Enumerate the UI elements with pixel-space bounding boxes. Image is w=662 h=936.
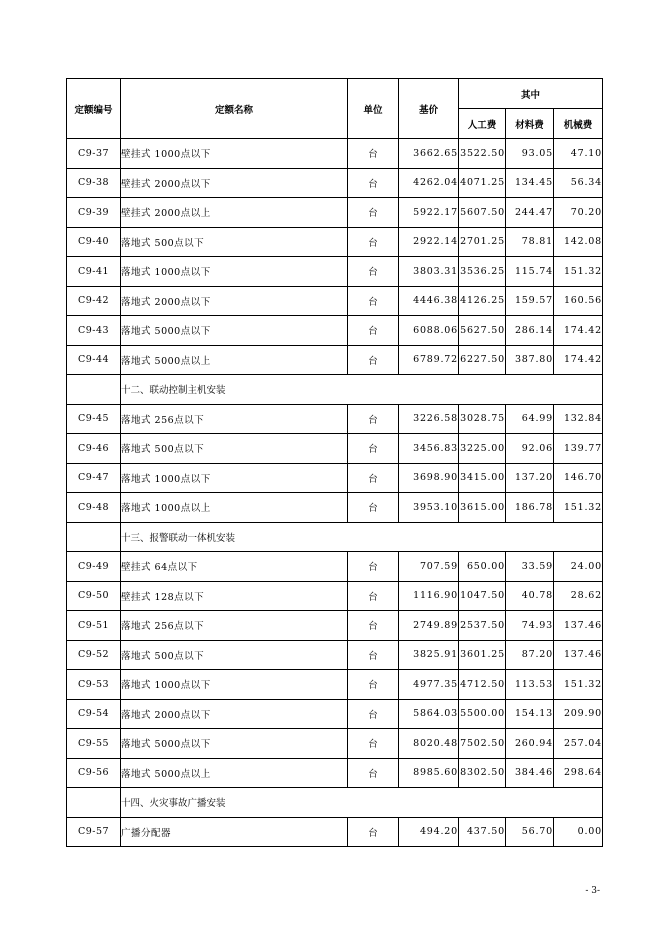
material-cost-cell: 40.78 [506,581,554,611]
quota-code-cell: C9-39 [67,198,121,228]
table-row [67,817,603,847]
quota-name-cell: 落地式 256点以下 [121,611,348,641]
labor-cost-cell: 650.00 [459,552,506,582]
quota-code-cell: C9-41 [67,257,121,287]
table-row [67,729,603,759]
base-price-cell: 707.59 [399,552,459,582]
material-cost-cell: 154.13 [506,699,554,729]
quota-code-cell: C9-38 [67,168,121,198]
quota-code-cell: C9-40 [67,227,121,257]
quota-name-cell: 壁挂式 128点以下 [121,581,348,611]
machine-cost-cell: 151.32 [554,493,603,523]
material-cost-cell: 387.80 [506,345,554,375]
header-machine: 机械费 [554,109,603,139]
labor-cost-cell: 3615.00 [459,493,506,523]
machine-cost-cell: 0.00 [554,817,603,847]
page-number: - 3- [585,886,600,896]
table-row [67,227,603,257]
quota-name-cell: 落地式 5000点以下 [121,729,348,759]
labor-cost-cell: 437.50 [459,817,506,847]
table-row [67,168,603,198]
machine-cost-cell: 174.42 [554,316,603,346]
quota-code-cell: C9-42 [67,286,121,316]
quota-code-cell: C9-52 [67,640,121,670]
unit-cell: 台 [348,611,399,641]
material-cost-cell: 115.74 [506,257,554,287]
unit-cell: 台 [348,316,399,346]
quota-name-cell: 落地式 500点以下 [121,640,348,670]
unit-cell: 台 [348,493,399,523]
machine-cost-cell: 142.08 [554,227,603,257]
unit-cell: 台 [348,640,399,670]
unit-cell: 台 [348,581,399,611]
base-price-cell: 3226.58 [399,404,459,434]
labor-cost-cell: 5627.50 [459,316,506,346]
quota-code-cell: C9-49 [67,552,121,582]
unit-cell: 台 [348,758,399,788]
labor-cost-cell: 3415.00 [459,463,506,493]
unit-cell: 台 [348,404,399,434]
quota-name-cell: 落地式 5000点以上 [121,758,348,788]
table-row [67,640,603,670]
table-row [67,463,603,493]
quota-name-cell: 落地式 1000点以下 [121,257,348,287]
table-row [67,493,603,523]
table-body [67,139,603,847]
base-price-cell: 8985.60 [399,758,459,788]
material-cost-cell: 56.70 [506,817,554,847]
labor-cost-cell: 4126.25 [459,286,506,316]
quota-code-cell: C9-50 [67,581,121,611]
machine-cost-cell: 139.77 [554,434,603,464]
base-price-cell: 6088.06 [399,316,459,346]
quota-name-cell: 落地式 2000点以下 [121,699,348,729]
base-price-cell: 4262.04 [399,168,459,198]
labor-cost-cell: 3601.25 [459,640,506,670]
machine-cost-cell: 257.04 [554,729,603,759]
base-price-cell: 1116.90 [399,581,459,611]
quota-name-cell: 落地式 500点以下 [121,227,348,257]
base-price-cell: 4446.38 [399,286,459,316]
table-row [67,552,603,582]
material-cost-cell: 113.53 [506,670,554,700]
base-price-cell: 4977.35 [399,670,459,700]
labor-cost-cell: 2537.50 [459,611,506,641]
labor-cost-cell: 5500.00 [459,699,506,729]
unit-cell: 台 [348,345,399,375]
material-cost-cell: 137.20 [506,463,554,493]
machine-cost-cell: 137.46 [554,640,603,670]
machine-cost-cell: 160.56 [554,286,603,316]
quota-code-cell: C9-43 [67,316,121,346]
quota-name-cell: 落地式 5000点以下 [121,316,348,346]
machine-cost-cell: 146.70 [554,463,603,493]
quota-code-cell: C9-37 [67,139,121,169]
unit-cell: 台 [348,463,399,493]
table-row [67,345,603,375]
material-cost-cell: 159.57 [506,286,554,316]
material-cost-cell: 134.45 [506,168,554,198]
machine-cost-cell: 298.64 [554,758,603,788]
header-labor: 人工费 [459,109,506,139]
section-code-cell [67,375,121,405]
material-cost-cell: 93.05 [506,139,554,169]
quota-code-cell: C9-56 [67,758,121,788]
material-cost-cell: 244.47 [506,198,554,228]
quota-name-cell: 壁挂式 1000点以下 [121,139,348,169]
base-price-cell: 2922.14 [399,227,459,257]
header-unit: 单位 [348,79,399,139]
table-row [67,286,603,316]
table-header [67,79,603,139]
quota-name-cell: 壁挂式 2000点以下 [121,168,348,198]
base-price-cell: 3953.10 [399,493,459,523]
labor-cost-cell: 3522.50 [459,139,506,169]
material-cost-cell: 33.59 [506,552,554,582]
unit-cell: 台 [348,817,399,847]
base-price-cell: 5864.03 [399,699,459,729]
quota-code-cell: C9-53 [67,670,121,700]
section-title: 十四、火灾事故广播安装 [121,788,603,818]
quota-table [66,78,603,847]
base-price-cell: 3662.65 [399,139,459,169]
machine-cost-cell: 47.10 [554,139,603,169]
quota-code-cell: C9-57 [67,817,121,847]
unit-cell: 台 [348,227,399,257]
machine-cost-cell: 151.32 [554,670,603,700]
section-title: 十二、联动控制主机安装 [121,375,603,405]
machine-cost-cell: 137.46 [554,611,603,641]
table-row [67,316,603,346]
quota-code-cell: C9-47 [67,463,121,493]
base-price-cell: 3698.90 [399,463,459,493]
table-row [67,434,603,464]
unit-cell: 台 [348,198,399,228]
labor-cost-cell: 3028.75 [459,404,506,434]
header-group: 其中 [459,79,603,109]
material-cost-cell: 78.81 [506,227,554,257]
section-code-cell [67,522,121,552]
machine-cost-cell: 209.90 [554,699,603,729]
machine-cost-cell: 70.20 [554,198,603,228]
unit-cell: 台 [348,699,399,729]
section-row [67,788,603,818]
header-base-price: 基价 [399,79,459,139]
unit-cell: 台 [348,434,399,464]
labor-cost-cell: 1047.50 [459,581,506,611]
quota-code-cell: C9-54 [67,699,121,729]
section-row [67,522,603,552]
quota-name-cell: 壁挂式 2000点以上 [121,198,348,228]
quota-name-cell: 落地式 1000点以下 [121,670,348,700]
quota-name-cell: 落地式 5000点以上 [121,345,348,375]
labor-cost-cell: 3536.25 [459,257,506,287]
labor-cost-cell: 8302.50 [459,758,506,788]
quota-code-cell: C9-51 [67,611,121,641]
base-price-cell: 5922.17 [399,198,459,228]
machine-cost-cell: 28.62 [554,581,603,611]
header-material: 材料费 [506,109,554,139]
labor-cost-cell: 5607.50 [459,198,506,228]
material-cost-cell: 384.46 [506,758,554,788]
base-price-cell: 8020.48 [399,729,459,759]
material-cost-cell: 64.99 [506,404,554,434]
unit-cell: 台 [348,729,399,759]
quota-code-cell: C9-46 [67,434,121,464]
quota-code-cell: C9-45 [67,404,121,434]
quota-name-cell: 落地式 1000点以下 [121,463,348,493]
machine-cost-cell: 24.00 [554,552,603,582]
table-row [67,139,603,169]
machine-cost-cell: 132.84 [554,404,603,434]
header-code: 定额编号 [67,79,121,139]
quota-name-cell: 落地式 500点以下 [121,434,348,464]
base-price-cell: 3803.31 [399,257,459,287]
table-row [67,670,603,700]
base-price-cell: 6789.72 [399,345,459,375]
quota-code-cell: C9-55 [67,729,121,759]
table-row [67,198,603,228]
unit-cell: 台 [348,670,399,700]
base-price-cell: 494.20 [399,817,459,847]
table-row [67,257,603,287]
table-row [67,758,603,788]
table-row [67,581,603,611]
material-cost-cell: 186.78 [506,493,554,523]
table-row [67,611,603,641]
material-cost-cell: 74.93 [506,611,554,641]
section-code-cell [67,788,121,818]
labor-cost-cell: 3225.00 [459,434,506,464]
quota-name-cell: 落地式 256点以下 [121,404,348,434]
table-row [67,404,603,434]
labor-cost-cell: 6227.50 [459,345,506,375]
base-price-cell: 3456.83 [399,434,459,464]
labor-cost-cell: 4071.25 [459,168,506,198]
material-cost-cell: 260.94 [506,729,554,759]
labor-cost-cell: 4712.50 [459,670,506,700]
base-price-cell: 2749.89 [399,611,459,641]
unit-cell: 台 [348,286,399,316]
unit-cell: 台 [348,552,399,582]
labor-cost-cell: 7502.50 [459,729,506,759]
quota-name-cell: 落地式 2000点以下 [121,286,348,316]
quota-name-cell: 落地式 1000点以上 [121,493,348,523]
quota-code-cell: C9-44 [67,345,121,375]
header-name: 定额名称 [121,79,348,139]
machine-cost-cell: 56.34 [554,168,603,198]
section-row [67,375,603,405]
machine-cost-cell: 151.32 [554,257,603,287]
unit-cell: 台 [348,168,399,198]
material-cost-cell: 87.20 [506,640,554,670]
unit-cell: 台 [348,139,399,169]
section-title: 十三、报警联动一体机安装 [121,522,603,552]
quota-name-cell: 壁挂式 64点以下 [121,552,348,582]
labor-cost-cell: 2701.25 [459,227,506,257]
material-cost-cell: 286.14 [506,316,554,346]
quota-code-cell: C9-48 [67,493,121,523]
unit-cell: 台 [348,257,399,287]
quota-name-cell: 广播分配器 [121,817,348,847]
material-cost-cell: 92.06 [506,434,554,464]
machine-cost-cell: 174.42 [554,345,603,375]
table-row [67,699,603,729]
base-price-cell: 3825.91 [399,640,459,670]
